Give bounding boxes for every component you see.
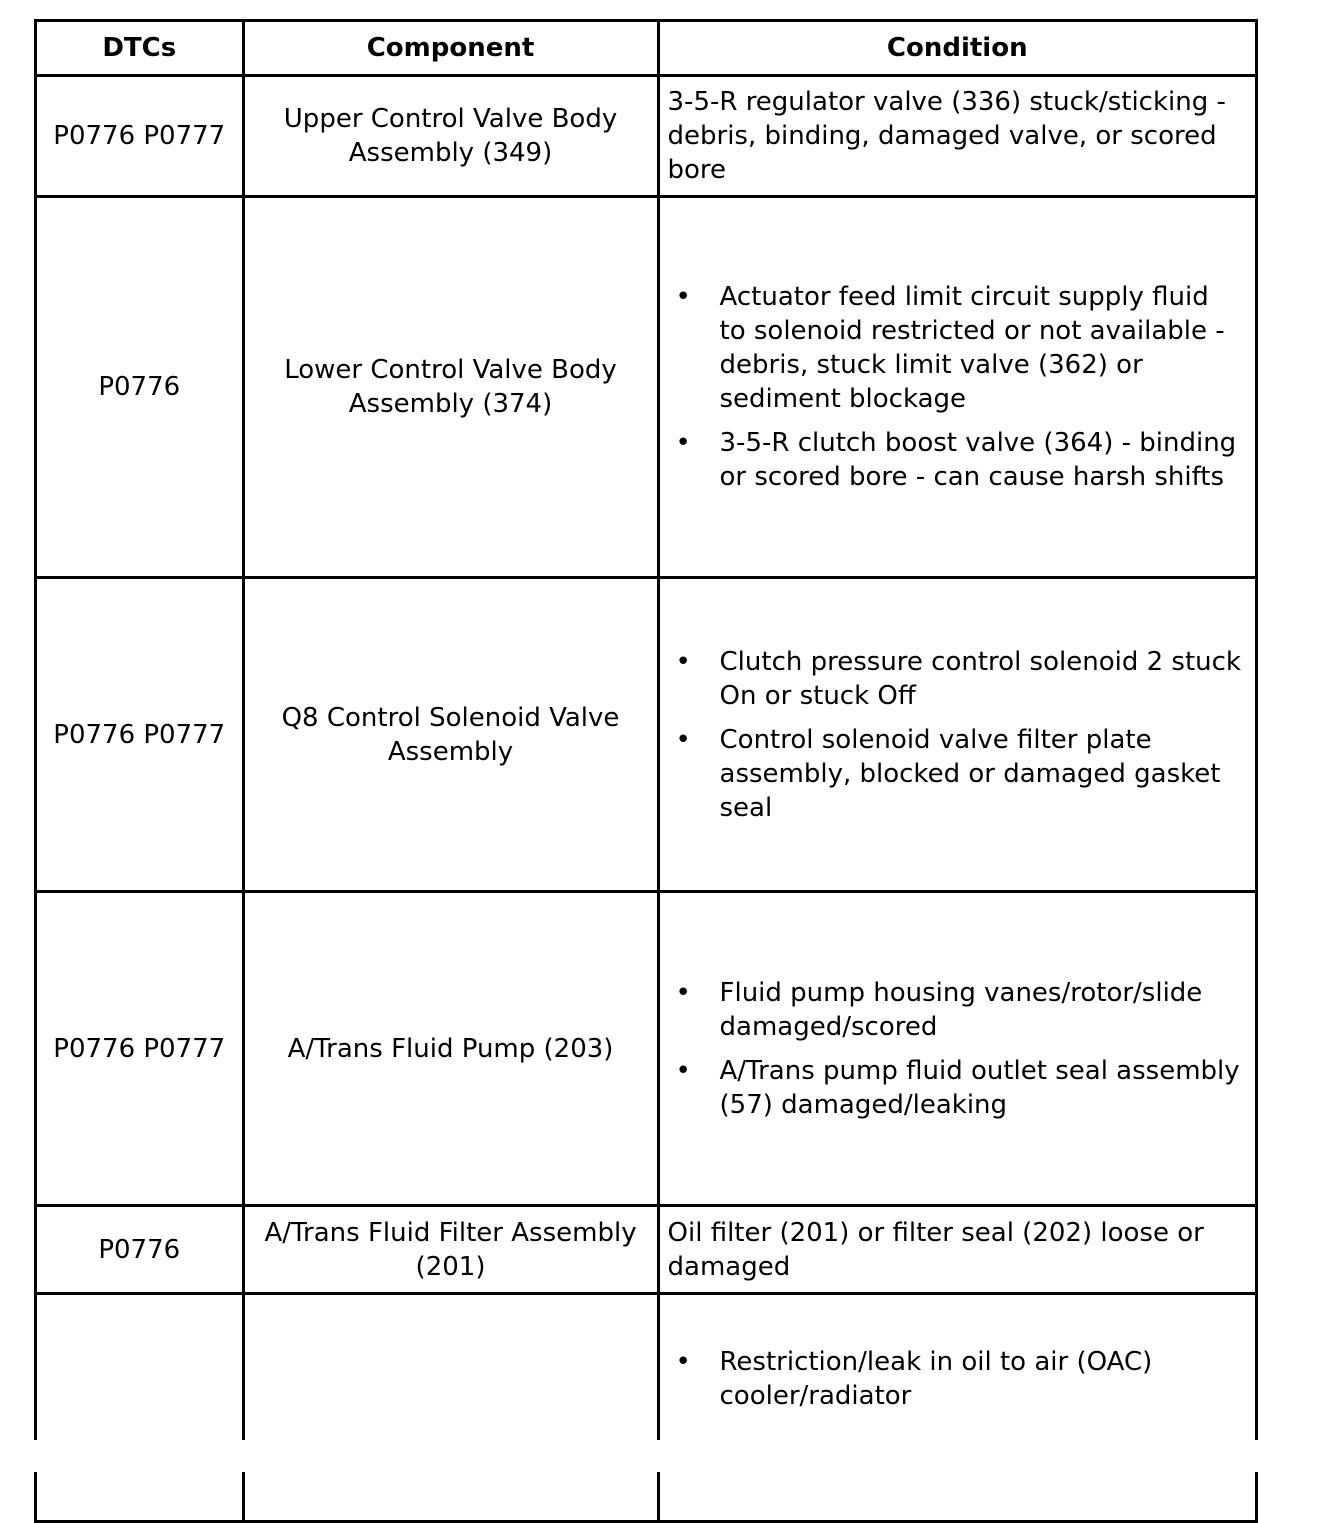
dtc-cell: P0776 P0777: [36, 76, 244, 197]
condition-cell: [658, 578, 1256, 892]
page-bottom-margin: [0, 1440, 1328, 1472]
condition-bullet-text: Actuator feed limit circuit supply fluid to solenoid restricted or not available - debris, stuck limit valve (362) or sediment blockage: [719, 282, 1225, 414]
bullet-icon: •: [675, 1347, 691, 1377]
condition-bullet-item: [668, 1054, 1243, 1122]
condition-bullet-list: [668, 1345, 1243, 1413]
bullet-icon: •: [675, 724, 691, 755]
table-header-row: [36, 21, 1257, 76]
condition-bullet-text: 3-5-R clutch boost valve (364) - binding or scored bore - can cause harsh shifts: [719, 428, 1237, 492]
dtc-cell: P0776 P0777: [36, 892, 244, 1206]
condition-bullet-text: Fluid pump housing vanes/rotor/slide damaged/scored: [719, 977, 1203, 1042]
component-cell: Upper Control Valve Body Assembly (349): [243, 76, 658, 197]
condition-bullet-list: [668, 280, 1243, 494]
dtc-cell: P0776: [36, 197, 244, 578]
bullet-icon: •: [675, 977, 691, 1008]
table-row: [36, 1206, 1257, 1294]
condition-cell: [658, 197, 1256, 578]
table-row: [36, 197, 1257, 578]
table-row: [36, 1294, 1257, 1522]
bullet-icon: •: [675, 1055, 691, 1086]
condition-bullet-text: Clutch pressure control solenoid 2 stuck On or stuck Off: [719, 646, 1241, 711]
condition-bullet-text: A/Trans pump fluid outlet seal assembly (57) damaged/leaking: [719, 1055, 1240, 1120]
component-cell: [243, 1294, 658, 1522]
dtc-cell: [36, 1294, 244, 1522]
table-row: [36, 76, 1257, 197]
condition-cell: Oil filter (201) or filter seal (202) loose or damaged: [658, 1206, 1256, 1294]
condition-cell: [658, 1294, 1256, 1522]
condition-cell: 3-5-R regulator valve (336) stuck/sticking - debris, binding, damaged valve, or scored bore: [658, 76, 1256, 197]
header-dtcs: DTCs: [36, 21, 244, 76]
component-cell: A/Trans Fluid Pump (203): [243, 892, 658, 1206]
dtc-cell: P0776: [36, 1206, 244, 1294]
condition-bullet-item: [668, 645, 1243, 713]
condition-bullet-item: [668, 280, 1243, 416]
condition-bullet-item: [668, 1345, 1243, 1413]
table-row: [36, 578, 1257, 892]
condition-bullet-list: [668, 976, 1243, 1122]
component-cell: Q8 Control Solenoid Valve Assembly: [243, 578, 658, 892]
condition-cell: [658, 892, 1256, 1206]
condition-bullet-text: Restriction/leak in oil to air (OAC) cooler/radiator: [719, 1347, 1153, 1411]
component-cell: Lower Control Valve Body Assembly (374): [243, 197, 658, 578]
condition-bullet-item: [668, 426, 1243, 494]
bullet-icon: •: [675, 428, 691, 458]
condition-bullet-list: [668, 645, 1243, 825]
dtc-cell: P0776 P0777: [36, 578, 244, 892]
condition-bullet-item: [668, 976, 1243, 1044]
bullet-icon: •: [675, 646, 691, 677]
condition-bullet-item: [668, 723, 1243, 825]
component-cell: A/Trans Fluid Filter Assembly (201): [243, 1206, 658, 1294]
header-condition: Condition: [658, 21, 1256, 76]
bullet-icon: •: [675, 282, 691, 312]
dtc-component-table: [34, 19, 1258, 1523]
header-component: Component: [243, 21, 658, 76]
table-row: [36, 892, 1257, 1206]
condition-bullet-text: Control solenoid valve filter plate assembly, blocked or damaged gasket seal: [719, 724, 1221, 823]
